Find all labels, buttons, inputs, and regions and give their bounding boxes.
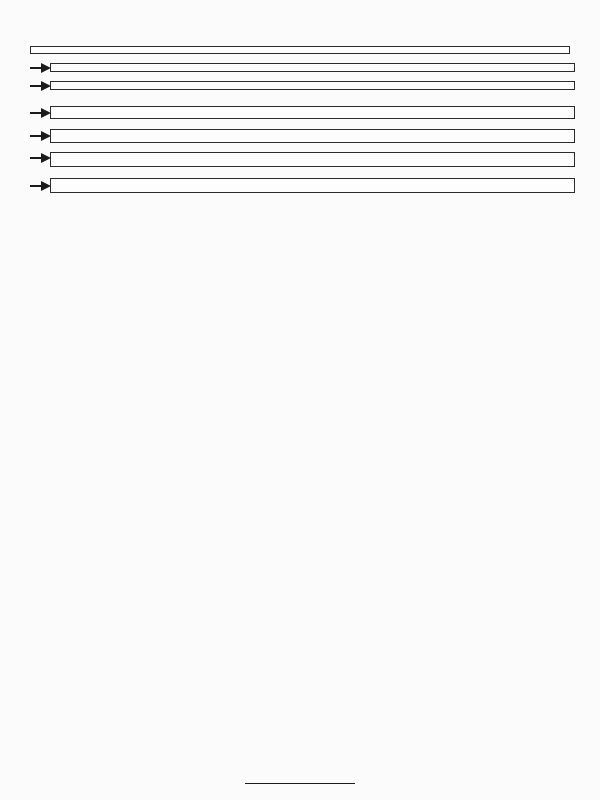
arrow-right-icon	[30, 152, 51, 164]
arrow-right-icon	[30, 130, 51, 142]
arrow-right-icon	[30, 80, 51, 92]
page-title	[0, 0, 600, 13]
box-structure-sections	[50, 178, 575, 193]
box-ussr-constitution-1924	[50, 81, 575, 90]
arrow-right-icon	[30, 107, 51, 119]
box-fact	[50, 63, 575, 72]
diagram	[0, 46, 600, 193]
box-content-1925	[50, 152, 575, 167]
box-predetermined-content	[50, 106, 575, 119]
arrow-right-icon	[30, 62, 51, 74]
arrow-elbow-right-icon	[30, 180, 51, 192]
page-number	[245, 779, 355, 784]
page-footer	[0, 779, 600, 784]
box-rsfsr-constitution-adopted	[50, 129, 575, 143]
root-box	[30, 46, 570, 54]
